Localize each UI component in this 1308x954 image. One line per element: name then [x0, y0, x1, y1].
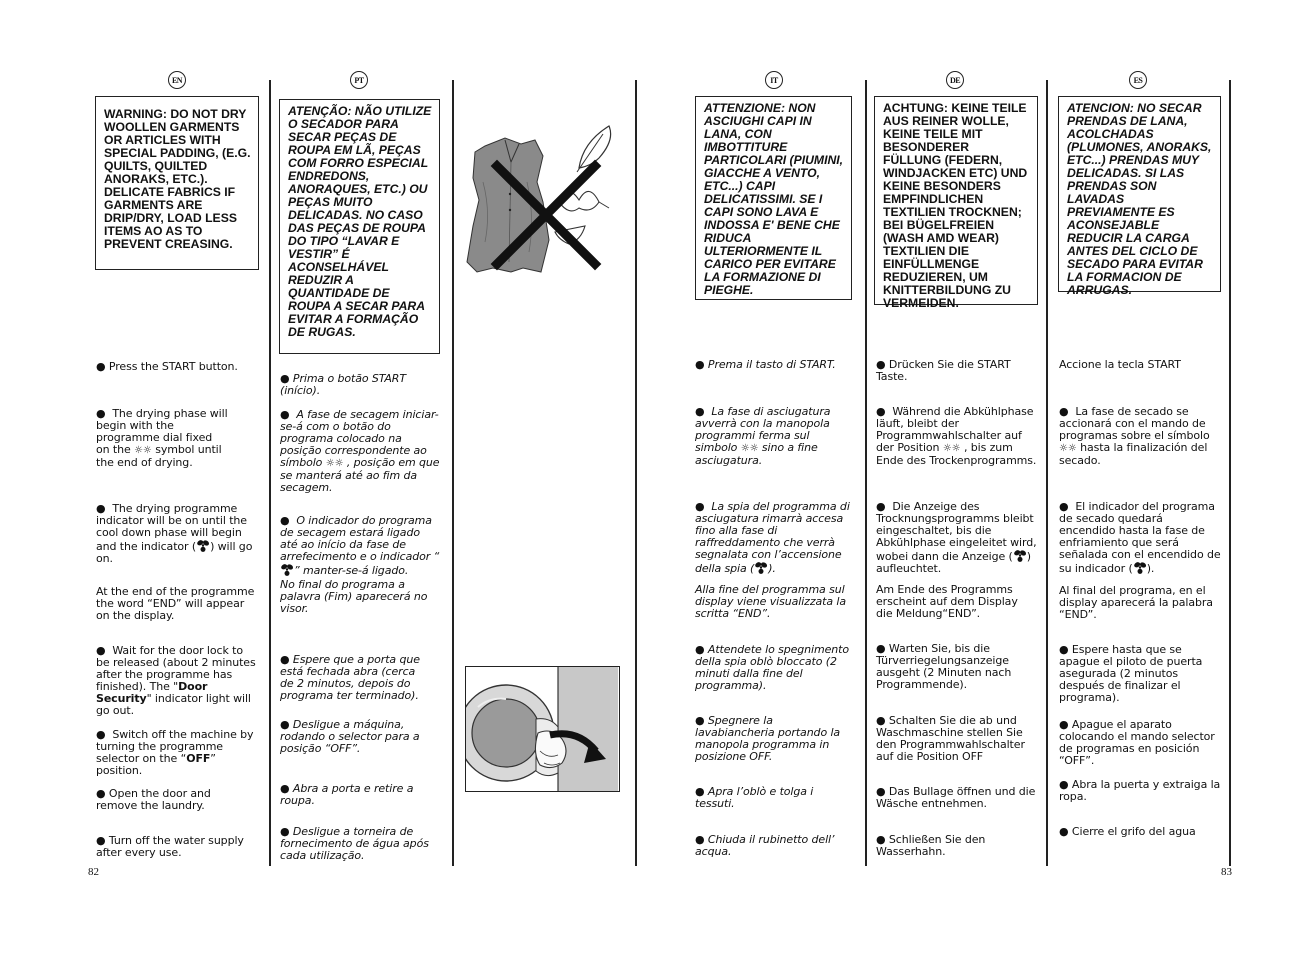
language-badge-it: IT: [765, 71, 783, 89]
pt-press-start: ● Prima o botão START (início).: [280, 373, 430, 397]
pt-drying-phase-text-a: A fase de secagem iniciar-se-á com o botão do programa colocado na posição correspondente ao símbolo: [280, 408, 439, 469]
en-indicator-text-b: ) will go on.: [96, 540, 253, 565]
es-open-door: ● Abra la puerta y extraiga la ropa.: [1059, 779, 1221, 803]
de-open-door: ● Das Bullage öffnen und die Wäsche entnehmen.: [876, 786, 1036, 810]
fan-icon: [754, 561, 768, 574]
it-open-door: ● Apra l’oblò e tolga i tessuti.: [695, 786, 835, 810]
it-drying-phase-text-a: La fase di asciugatura avverrà con la manopola programmi ferma sul simbolo: [695, 405, 831, 454]
pt-warning-box: ATENÇÃO: NÃO UTILIZE O SECADOR PARA SECAR PEÇAS DE ROUPA EM LÃ, PEÇAS COM FORRO ESPECIAL ENDREDONS, ANORAQUES, ETC.) OU PEÇAS MUITO DELICADAS. NO CASO DAS PEÇAS DE ROUPA DO TIPO “LAVAR E VESTIR” É ACONSELHÁVEL REDUZIR A QUANTIDADE DE ROUPA A SECAR PARA EVITAR A FORMAÇÃO DE RUGAS.: [279, 99, 440, 354]
en-drying-phase-text-b: symbol until the end of drying.: [96, 443, 222, 469]
sun-icon: ☼☼: [325, 458, 344, 469]
pt-drying-phase-text-b: , posição em que se manterá até ao fim da secagem.: [280, 456, 440, 494]
it-press-start: ● Prema il tasto di START.: [695, 359, 855, 371]
sun-icon: ☼☼: [134, 445, 152, 456]
de-drying-phase-text-a: Während die Abkühlphase läuft, bleibt der Programmwahlschalter auf der Position: [876, 405, 1034, 454]
it-water-supply: ● Chiuda il rubinetto dell’ acqua.: [695, 834, 845, 858]
pt-end-display: No final do programa a palavra (Fim) aparecerá no visor.: [280, 578, 428, 615]
pt-switch-off: ● Desligue a máquina, rodando o selector para a posição “OFF”.: [280, 719, 432, 755]
es-press-start: Accione la tecla START: [1059, 358, 1181, 371]
sun-icon: ☼☼: [740, 443, 759, 454]
en-door-lock-text-c: " indicator light will go out.: [96, 692, 251, 717]
fan-icon: [1133, 561, 1147, 574]
page-number-left: 82: [88, 866, 99, 878]
de-end-display: Am Ende des Programms erscheint auf dem Display die Meldung“END”.: [876, 583, 1018, 620]
de-warning-box: ACHTUNG: KEINE TEILE AUS REINER WOLLE, KEINE TEILE MIT BESONDERER FÜLLUNG (FEDERN, WINDJACKEN ETC) UND KEINE BESONDERS EMPFINDLICHEN TEXTILIEN TROCKNEN; BEI BÜGELFREIEN (WASH AMD WEAR) TEXTILIEN DIE EINFÜLLMENGE REDUZIEREN, UM KNITTERBILDUNG ZU VERMEIDEN.: [874, 96, 1038, 305]
de-indicator-text-a: Die Anzeige des Trocknungsprogramms bleibt eingeschaltet, bis die Abkühlphase eingeleitet wird, wobei dann die Anzeige (: [876, 500, 1037, 563]
es-drying-phase: [1059, 406, 1221, 467]
es-drying-phase-text-b: hasta la finalización del secado.: [1059, 441, 1208, 467]
fan-icon: [1013, 549, 1027, 562]
column-divider: [1046, 80, 1048, 866]
en-drying-phase-text-a: The drying phase will begin with the programme dial fixed on the: [96, 407, 228, 456]
pt-indicator-text-b: ” manter-se-á ligado.: [294, 564, 409, 577]
column-divider: [1229, 80, 1231, 866]
es-indicator-text-b: ).: [1146, 562, 1155, 575]
en-door-lock: [96, 645, 258, 717]
language-badge-pt: PT: [350, 71, 368, 89]
it-indicator: [695, 501, 855, 575]
de-indicator: [876, 501, 1040, 575]
column-divider: [865, 80, 867, 866]
en-switch-off: [96, 729, 258, 777]
washing-machine-door-illustration: [465, 666, 620, 792]
en-switch-off-text-a: Switch off the machine by turning the programme selector on the “: [96, 728, 254, 765]
door-opening-drawing: [466, 667, 618, 791]
column-divider: [269, 80, 271, 866]
fan-icon: [196, 539, 210, 552]
de-press-start: ● Drücken Sie die START Taste.: [876, 359, 1016, 383]
en-indicator-text-a: The drying programme indicator will be on until the cool down phase will begin and the indicator (: [96, 502, 247, 553]
de-drying-phase-text-b: , bis zum Ende des Trockenprogramms.: [876, 441, 1037, 467]
es-warning-box: ATENCION: NO SECAR PRENDAS DE LANA, ACOLCHADAS (PLUMONES, ANORAKS, ETC...) PRENDAS MUY DELICADAS. SI LAS PRENDAS SON LAVADAS PREVIAMENTE ES ACONSEJABLE REDUCIR LA CARGA ANTES DEL CICLO DE SECADO PARA EVITAR LA FORMACION DE ARRUGAS.: [1058, 96, 1221, 292]
pt-door-lock: ● Espere que a porta que está fechada abra (cerca de 2 minutos, depois do programa ter terminado).: [280, 654, 430, 702]
en-open-door: ● Open the door and remove the laundry.: [96, 788, 236, 812]
es-indicator: [1059, 501, 1221, 575]
no-delicate-garments-illustration: [463, 122, 623, 274]
es-end-display: Al final del programa, en el display aparecerá la palabra “END”.: [1059, 584, 1213, 621]
en-indicator: [96, 503, 256, 565]
es-water-supply: ● Cierre el grifo del agua: [1059, 826, 1219, 838]
it-indicator-text-a: La spia del programma di asciugatura rimarrà accesa fino alla fase di raffreddamento che verrà segnalata con l’accensione della spia (: [695, 500, 850, 575]
de-indicator-text-b: ) aufleuchtet.: [876, 550, 1031, 575]
es-indicator-text-a: El indicador del programa de secado quedará encendido hasta la fase de enfriamiento que será señalada con el encendido de su indicador (: [1059, 500, 1221, 575]
pt-drying-phase: [280, 409, 440, 494]
de-door-lock: ● Warten Sie, bis die Türverriegelungsanzeige ausgeht (2 Minuten nach Programmende).: [876, 643, 1036, 691]
en-off-label: OFF: [186, 752, 211, 765]
es-switch-off: ● Apague el aparato colocando el mando selector de programas en posición “OFF”.: [1059, 719, 1219, 767]
en-drying-phase: [96, 408, 228, 469]
es-door-lock: ● Espere hasta que se apague el piloto de puerta asegurada (2 minutos después de finalizar el programa).: [1059, 644, 1221, 704]
de-switch-off: ● Schalten Sie die ab und Waschmaschine stellen Sie den Programmwahlschalter auf die Position OFF: [876, 715, 1040, 763]
en-end-display: At the end of the programme the word “END” will appear on the display.: [96, 585, 255, 622]
language-badge-es: ES: [1129, 71, 1147, 89]
column-divider: [635, 80, 637, 866]
it-warning-box: ATTENZIONE: NON ASCIUGHI CAPI IN LANA, CON IMBOTTITURE PARTICOLARI (PIUMINI, GIACCHE A VENTO, ETC...) CAPI DELICATISSIMI. SE I CAPI SONO LAVA E INDOSSA E' BENE CHE RIDUCA ULTERIORMENTE IL CARICO PER EVITARE LA FORMAZIONE DI PIEGHE.: [695, 96, 852, 300]
en-door-lock-text-a: Wait for the door lock to be released (about 2 minutes after the programme has finished). The ": [96, 644, 256, 693]
column-divider: [452, 80, 454, 866]
it-end-display: Alla fine del programma sul display viene visualizzata la scritta “END”.: [695, 583, 846, 620]
pt-indicator: [280, 515, 440, 577]
it-drying-phase: [695, 406, 855, 467]
sun-icon: ☼☼: [942, 443, 961, 454]
de-drying-phase: [876, 406, 1040, 467]
it-indicator-text-b: ).: [768, 562, 776, 575]
it-drying-phase-text-b: sino a fine asciugatura.: [695, 441, 818, 467]
it-door-lock: ● Attendete lo spegnimento della spia oblò bloccato (2 minuti dalla fine del programma).: [695, 644, 857, 692]
page-number-right: 83: [1221, 866, 1232, 878]
sun-icon: ☼☼: [1059, 443, 1077, 454]
de-water-supply: ● Schließen Sie den Wasserhahn.: [876, 834, 1016, 858]
en-door-security-label: Door Security: [96, 680, 208, 705]
language-badge-de: DE: [946, 71, 964, 89]
pt-indicator-text-a: O indicador do programa de secagem estará ligado até ao início da fase de arrefecimento e o indicador “: [280, 514, 440, 563]
en-press-start: ● Press the START button.: [96, 361, 260, 373]
language-badge-en: EN: [168, 71, 186, 89]
en-switch-off-text-c: ” position.: [96, 752, 216, 777]
es-drying-phase-text-a: La fase de secado se accionará con el mando de programas sobre el símbolo: [1059, 405, 1210, 442]
it-switch-off: ● Spegnere la lavabiancheria portando la manopola programma in posizione OFF.: [695, 715, 845, 763]
pt-open-door: ● Abra a porta e retire a roupa.: [280, 783, 422, 807]
en-water-supply: ● Turn off the water supply after every use.: [96, 835, 256, 859]
fan-icon: [280, 563, 294, 576]
pt-water-supply: ● Desligue a torneira de fornecimento de água após cada utilização.: [280, 826, 442, 862]
en-warning-box: WARNING: DO NOT DRY WOOLLEN GARMENTS OR ARTICLES WITH SPECIAL PADDING, (E.G. QUILTS, QUILTED ANORAKS, ETC.). DELICATE FABRICS IF GARMENTS ARE DRIP/DRY, LOAD LESS ITEMS AO AS TO PREVENT CREASING.: [95, 96, 259, 270]
